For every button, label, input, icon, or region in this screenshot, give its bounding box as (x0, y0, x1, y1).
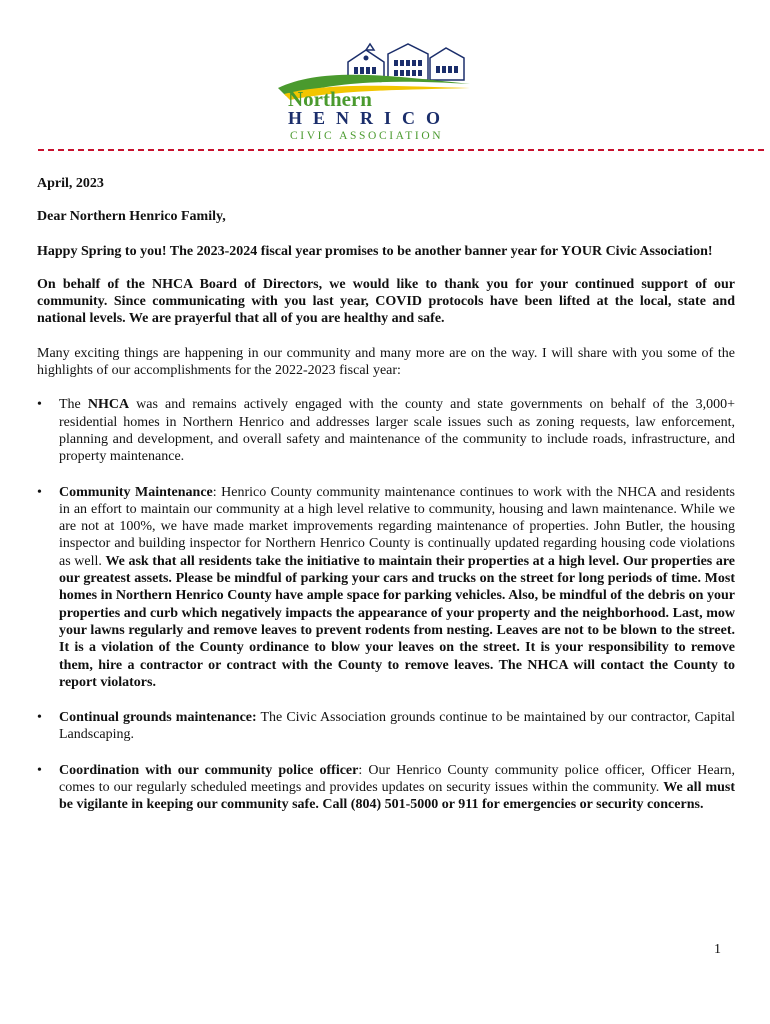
list-item: • Community Maintenance: Henrico County community maintenance continues to work with the NHCA and residents in an effort to maintain our community at a high level relative to community, housing and lawn maintenance. While we are not at 100%, we have made market improvements regarding maintenance of properties. John Butler, the housing inspector and building inspector for Northern Henrico County is continually updated regarding housing code violations as well. We ask that all residents take the initiative to maintain their properties at a high level. Our properties are our greatest assets. Please be mindful of parking your cars and trucks on the street for long periods of time. Most homes in Northern Henrico County have ample space for parking vehicles. Also, be mindful of the debris on your properties and curb which negatively impacts the appearance of your property and the neighborhood. Last, mow your lawns regularly and remove leaves to prevent rodents from nesting. Leaves are not to be blown to the street. It is a violation of the County ordinance to blow your leaves on the street. It is your responsibility to remove them, hire a contractor or contract with the County to remove leaves. The NHCA will contact the County to report violators. (37, 484, 736, 690)
list-item: • The NHCA was and remains actively engaged with the county and state governments on behalf of the 3,000+ residential homes in Northern Henrico and addresses larger scale issues such as zoning requests, law enforcement, planning and development, and overall safety and maintenance of the community to include roads, infrastructure, and property maintenance. (37, 397, 735, 465)
bullet-icon: • (37, 397, 42, 413)
logo-northern: Northern (288, 87, 372, 111)
logo-henrico: HENRICO (288, 108, 452, 128)
page-number: 1 (714, 942, 721, 957)
header-divider (38, 149, 764, 151)
list-item: • Continual grounds maintenance: The Civic Association grounds continue to be maintained by our contractor, Capital Landscaping. (37, 710, 736, 743)
logo-civic-association: CIVIC ASSOCIATION (290, 130, 444, 142)
highlights-list (37, 396, 735, 813)
bullet-icon: • (37, 484, 42, 500)
bullet-icon: • (37, 762, 42, 778)
bullet-icon: • (37, 710, 42, 726)
list-item: • Coordination with our community police officer: Our Henrico County community police officer, Officer Hearn, comes to our regularly scheduled meetings and provides updates on security issues within the community. We all must be vigilante in keeping our community safe. Call (804) 501-5000 or 911 for emergencies or security concerns. (37, 762, 736, 813)
paragraph-intro: Many exciting things are happening in our community and many more are on the way. I will share with you some of the highlights of our accomplishments for the 2022-2023 fiscal year: (37, 345, 735, 379)
letter-greeting: Dear Northern Henrico Family, (37, 209, 226, 225)
letter-date: April, 2023 (37, 176, 104, 191)
letter-body (37, 175, 735, 832)
nhca-logo (270, 40, 490, 146)
paragraph-thanks: On behalf of the NHCA Board of Directors, we would like to thank you for your continued support of our community. Since communicating with you last year, COVID protocols have been lifted at the local, state and national levels. We are prayerful that all of you are healthy and safe. (37, 276, 735, 327)
paragraph-spring: Happy Spring to you! The 2023-2024 fiscal year promises to be another banner year for YOUR Civic Association! (37, 243, 713, 259)
